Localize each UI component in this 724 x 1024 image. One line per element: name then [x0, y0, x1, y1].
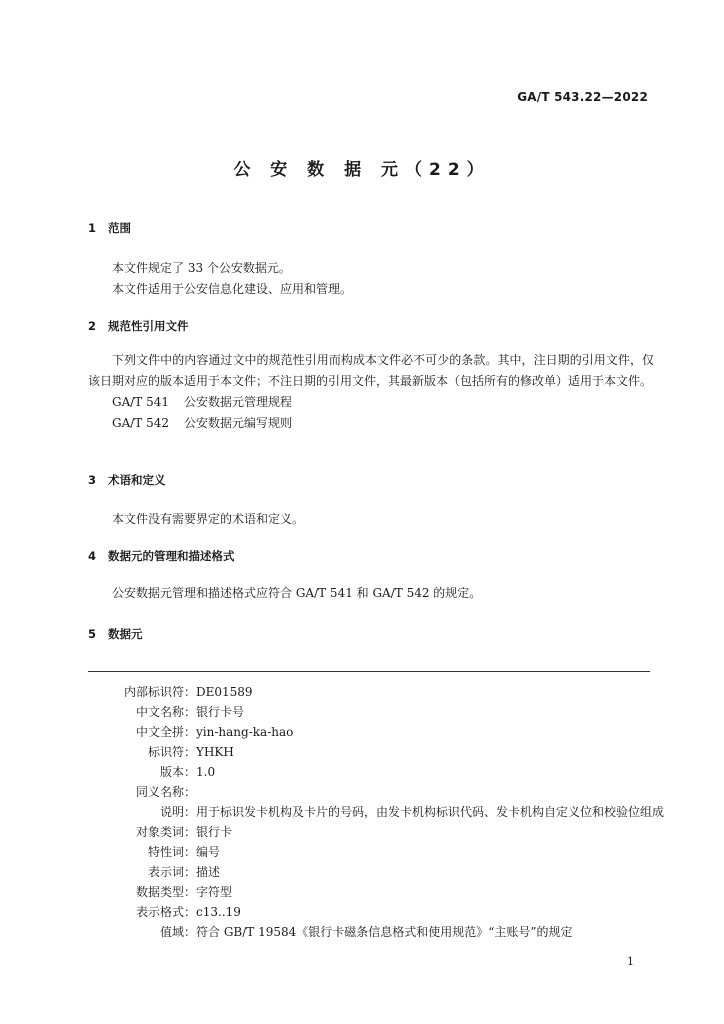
field-value — [196, 782, 666, 802]
paragraph: 下列文件中的内容通过文中的规范性引用而构成本文件必不可少的条款。其中，注日期的引用文件，仅该日期对应的版本适用于本文件；不注日期的引用文件，其最新版本（包括所有的修改单）适用于本文件。 — [88, 353, 654, 388]
section-number: 3 — [88, 473, 97, 487]
data-element-row — [108, 882, 666, 902]
field-label: 值域 — [159, 925, 184, 939]
field-label: 对象类词 — [135, 825, 184, 839]
field-separator: ： — [184, 905, 197, 919]
reference-item — [88, 392, 654, 413]
field-separator: ： — [184, 825, 197, 839]
field-value: 编号 — [196, 845, 221, 859]
field-separator: ： — [184, 685, 197, 699]
page-number: 1 — [627, 955, 634, 968]
field-value: 符合 GB/T 19584《银行卡磁条信息格式和使用规范》“主账号”的规定 — [196, 925, 573, 939]
data-element-table — [108, 682, 666, 942]
reference-code: GA/T 541 — [112, 395, 170, 409]
field-separator: ： — [184, 885, 197, 899]
section-4-heading — [88, 548, 235, 564]
data-element-row — [108, 922, 666, 942]
field-separator: ： — [184, 845, 197, 859]
field-label: 特性词 — [147, 845, 184, 859]
data-element-row — [108, 702, 666, 722]
data-element-row — [108, 842, 666, 862]
field-value: 1.0 — [196, 765, 216, 779]
reference-title: 公安数据元编写规则 — [184, 416, 293, 430]
section-4-body — [88, 583, 654, 604]
data-element-row — [108, 822, 666, 842]
field-separator: ： — [184, 925, 197, 939]
data-element-row — [108, 762, 666, 782]
field-label: 表示词 — [147, 865, 184, 879]
reference-title: 公安数据元管理规程 — [184, 395, 293, 409]
field-value: 用于标识发卡机构及卡片的号码，由发卡机构标识代码、发卡机构自定义位和校验位组成 — [196, 805, 665, 819]
data-element-row — [108, 862, 666, 882]
paragraph: 本文件适用于公安信息化建设、应用和管理。 — [112, 282, 353, 296]
horizontal-divider — [88, 671, 650, 672]
field-value: 银行卡 — [196, 825, 233, 839]
field-value: DE01589 — [196, 685, 253, 699]
field-value: yin-hang-ka-hao — [196, 725, 294, 739]
section-title: 术语和定义 — [108, 473, 166, 487]
field-value: c13..19 — [196, 905, 241, 919]
section-3-heading — [88, 472, 166, 488]
section-title: 数据元 — [108, 627, 143, 641]
section-number: 2 — [88, 319, 97, 333]
field-label: 内部标识符 — [123, 685, 184, 699]
section-title: 数据元的管理和描述格式 — [108, 549, 235, 563]
field-separator: ： — [184, 765, 197, 779]
paragraph: 公安数据元管理和描述格式应符合 GA/T 541 和 GA/T 542 的规定。 — [112, 586, 482, 600]
field-label: 中文全拼 — [135, 725, 184, 739]
document-title: 公 安 数 据 元（22） — [233, 160, 491, 180]
section-1-heading — [88, 220, 131, 236]
reference-item — [88, 413, 654, 434]
field-label: 版本 — [159, 765, 184, 779]
field-value: 银行卡号 — [196, 705, 245, 719]
field-separator: ： — [184, 745, 197, 759]
standard-code: GA/T 543.22—2022 — [517, 90, 648, 104]
section-1-body — [88, 258, 654, 300]
field-label: 同义名称 — [135, 785, 184, 799]
field-separator: ： — [184, 785, 197, 799]
field-separator: ： — [184, 865, 197, 879]
data-element-row — [108, 722, 666, 742]
section-title: 规范性引用文件 — [108, 319, 189, 333]
field-separator: ： — [184, 705, 197, 719]
field-label: 中文名称 — [135, 705, 184, 719]
field-value: 字符型 — [196, 885, 233, 899]
data-element-row — [108, 682, 666, 702]
section-title: 范围 — [108, 221, 131, 235]
field-value: YHKH — [196, 745, 234, 759]
section-number: 4 — [88, 549, 97, 563]
data-element-row — [108, 902, 666, 922]
field-separator: ： — [184, 805, 197, 819]
field-value: 描述 — [196, 865, 221, 879]
field-label: 标识符 — [147, 745, 184, 759]
data-element-row — [108, 782, 666, 802]
paragraph: 本文件没有需要界定的术语和定义。 — [112, 512, 305, 526]
field-label: 说明 — [159, 805, 184, 819]
field-separator: ： — [184, 725, 197, 739]
field-label: 数据类型 — [135, 885, 184, 899]
data-element-row — [108, 742, 666, 762]
reference-code: GA/T 542 — [112, 416, 170, 430]
data-element-row — [108, 802, 666, 822]
section-5-heading — [88, 626, 143, 642]
section-number: 1 — [88, 221, 97, 235]
section-3-body — [88, 509, 654, 530]
section-number: 5 — [88, 627, 97, 641]
paragraph: 本文件规定了 33 个公安数据元。 — [112, 261, 291, 275]
section-2-body — [88, 350, 654, 434]
field-label: 表示格式 — [135, 905, 184, 919]
section-2-heading — [88, 318, 189, 334]
